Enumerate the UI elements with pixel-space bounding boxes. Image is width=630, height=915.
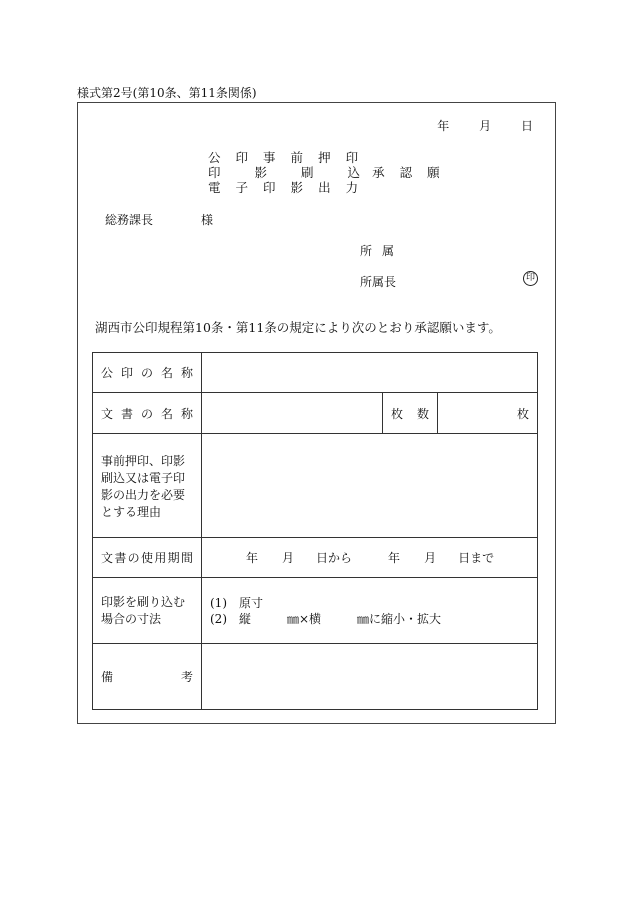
- doc-name-field[interactable]: [202, 393, 383, 434]
- date-field[interactable]: [415, 117, 533, 134]
- table-row: [93, 644, 538, 710]
- month-label: 月: [479, 119, 492, 133]
- form-number: 様式第2号(第10条、第11条関係): [77, 86, 257, 100]
- dimension-option-2: (2) 縦 ㎜×横 ㎜に縮小・拡大: [210, 611, 442, 626]
- chief-label[interactable]: 所属長: [360, 275, 397, 289]
- table-row: [93, 393, 538, 434]
- seal-name-field[interactable]: [202, 353, 538, 393]
- remarks-field[interactable]: [202, 644, 538, 710]
- seal-name-label: 公印の名称: [93, 353, 202, 393]
- affiliation-label[interactable]: 所属: [360, 244, 405, 258]
- reason-field[interactable]: [202, 434, 538, 538]
- title-line-1: 公 印 事 前 押 印: [208, 150, 359, 165]
- request-text: 湖西市公印規程第10条・第11条の規定により次のとおり承認願います。: [95, 320, 501, 335]
- dimension-field[interactable]: [202, 578, 538, 644]
- seal-mark: 印: [523, 271, 538, 286]
- remarks-label: 備考: [93, 644, 202, 710]
- title-line-3: 電 子 印 影 出 力: [208, 180, 359, 195]
- form-title: [208, 150, 455, 195]
- period-field[interactable]: 年 月 日から 年 月 日まで: [202, 538, 538, 578]
- year-label: 年: [437, 119, 450, 133]
- dimension-option-1: (1) 原寸: [210, 595, 263, 610]
- dimension-label: 印影を刷り込む場合の寸法: [93, 578, 202, 644]
- count-unit: 枚: [516, 406, 529, 421]
- title-line-2: 印 影 刷 込 承認願: [208, 165, 455, 180]
- table-row: [93, 434, 538, 538]
- addressee: [105, 211, 213, 228]
- table-row: [93, 353, 538, 393]
- count-field[interactable]: [438, 393, 538, 434]
- doc-name-label: 文書の名称: [93, 393, 202, 434]
- table-row: [93, 578, 538, 644]
- addressee-honorific: 様: [201, 213, 214, 227]
- reason-label: 事前押印、印影刷込又は電子印影の出力を必要とする理由: [93, 434, 202, 538]
- addressee-name: 総務課長: [105, 213, 154, 227]
- table-row: [93, 538, 538, 578]
- period-label: 文書の使用期間: [93, 538, 202, 578]
- day-label: 日: [520, 119, 533, 133]
- application-table: [92, 352, 538, 710]
- count-label: 枚数: [383, 393, 438, 434]
